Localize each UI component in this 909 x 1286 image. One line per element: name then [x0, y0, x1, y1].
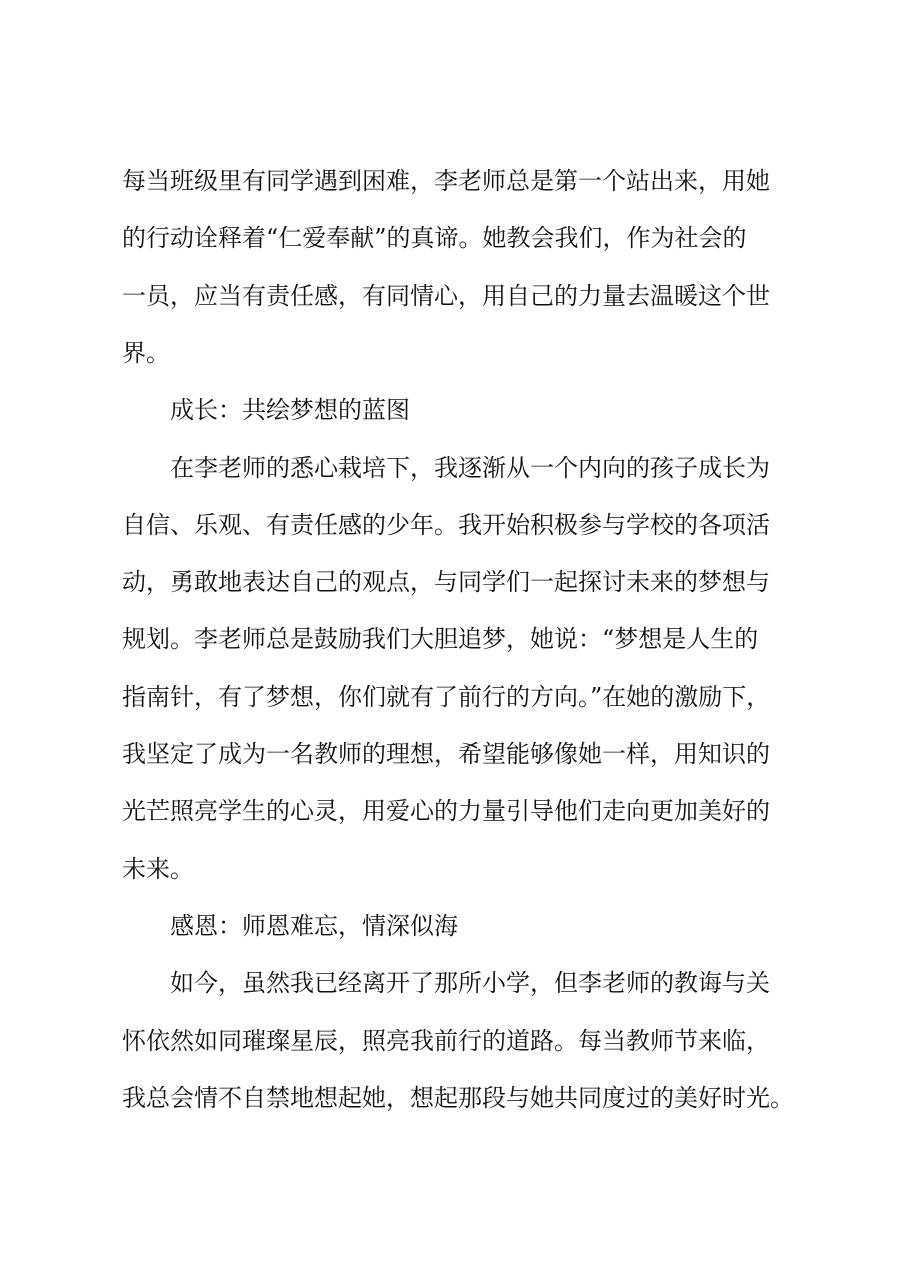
text-line: 我坚定了成为一名教师的理想，希望能够像她一样，用知识的 — [122, 740, 770, 768]
text-line: 未来。 — [122, 855, 194, 883]
text-line: 如今，虽然我已经离开了那所小学，但李老师的教诲与关 — [170, 969, 770, 997]
text-line: 自信、乐观、有责任感的少年。我开始积极参与学校的各项活 — [122, 511, 770, 539]
text-line: 规划。李老师总是鼓励我们大胆追梦，她说：“梦想是人生的 — [122, 625, 759, 653]
text-line: 一员，应当有责任感，有同情心，用自己的力量去温暖这个世 — [122, 282, 770, 310]
text-line: 动，勇敢地表达自己的观点，与同学们一起探讨未来的梦想与 — [122, 568, 770, 596]
text-line: 的行动诠释着“仁爱奉献”的真谛。她教会我们，作为社会的 — [122, 224, 747, 252]
text-line: 每当班级里有同学遇到困难，李老师总是第一个站出来，用她 — [122, 167, 770, 195]
text-line: 界。 — [122, 339, 170, 367]
text-line: 光芒照亮学生的心灵，用爱心的力量引导他们走向更加美好的 — [122, 797, 770, 825]
section-heading-growth: 成长：共绘梦想的蓝图 — [170, 396, 410, 424]
section-heading-gratitude: 感恩：师恩难忘，情深似海 — [170, 912, 458, 940]
text-line: 在李老师的悉心栽培下，我逐渐从一个内向的孩子成长为 — [170, 454, 770, 482]
text-line: 指南针，有了梦想，你们就有了前行的方向。”在她的激励下， — [122, 683, 771, 711]
text-line: 我总会情不自禁地想起她，想起那段与她共同度过的美好时光。 — [122, 1084, 794, 1112]
text-line: 怀依然如同璀璨星辰，照亮我前行的道路。每当教师节来临， — [122, 1027, 770, 1055]
